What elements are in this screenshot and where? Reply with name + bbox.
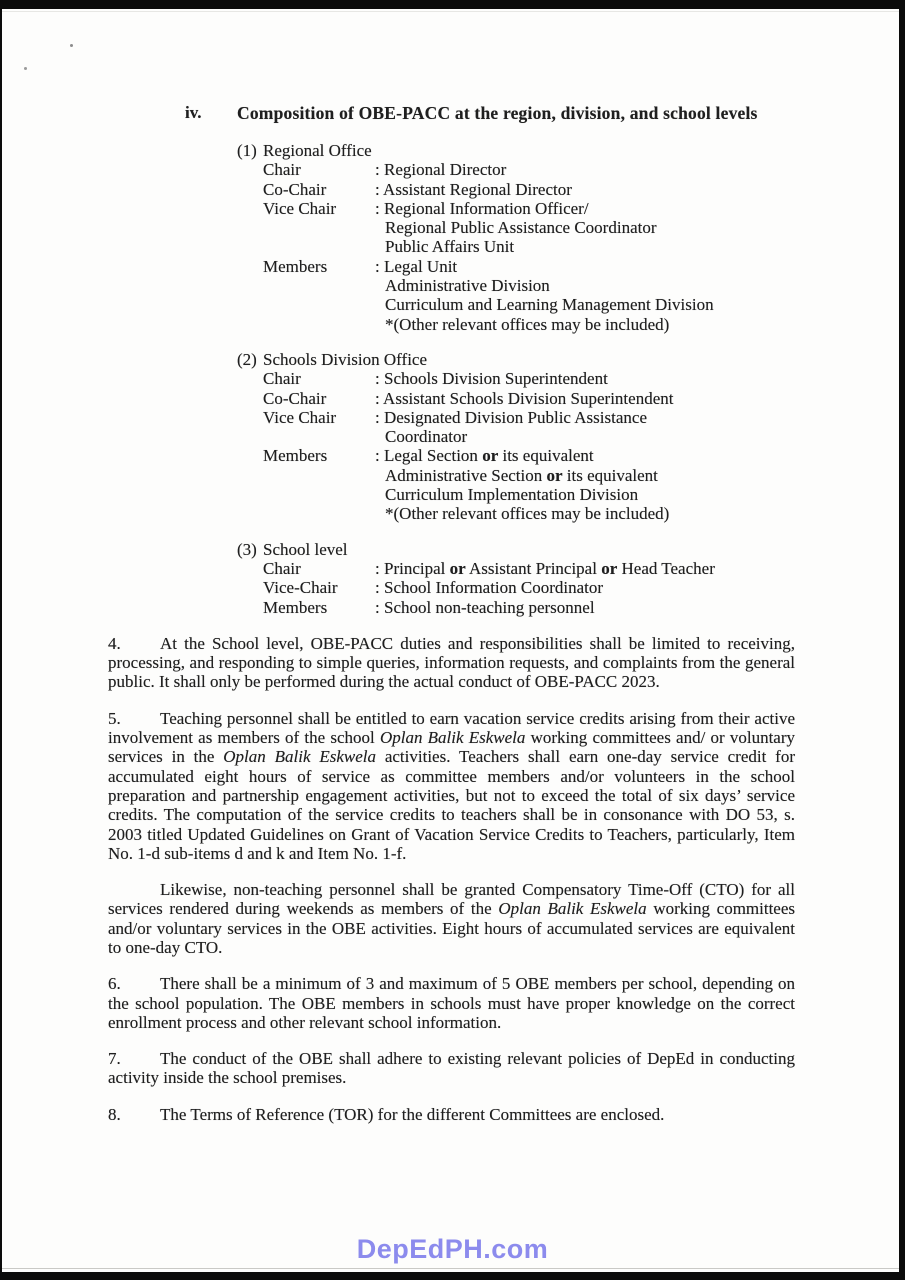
role-value-line: Administrative Division xyxy=(385,276,550,296)
committee-number: (2) xyxy=(237,349,257,369)
role-values xyxy=(375,408,795,447)
section-item-number: iv. xyxy=(185,103,202,122)
committee-row xyxy=(263,180,795,199)
colon: : xyxy=(375,198,384,218)
committee-rows xyxy=(263,160,795,334)
role-values xyxy=(375,257,795,334)
colon: : xyxy=(375,179,384,199)
body-paragraph: 8. The Terms of Reference (TOR) for the different Committees are enclosed. xyxy=(108,1104,665,1124)
committee-row xyxy=(263,160,795,179)
role-value-line: : Legal Section or its equivalent xyxy=(375,446,594,466)
role-label: Chair xyxy=(263,160,301,180)
role-value-line: Curriculum Implementation Division xyxy=(385,485,639,505)
role-values xyxy=(375,446,795,523)
role-values xyxy=(375,199,795,257)
role-value-line: : Assistant Schools Division Superintendent xyxy=(375,388,674,408)
committee-row xyxy=(263,598,795,617)
role-value-line: : Regional Information Officer/ xyxy=(375,198,589,218)
committee-section xyxy=(237,141,795,334)
colon: : xyxy=(375,388,384,408)
committee-title xyxy=(237,540,795,559)
committee-rows xyxy=(263,369,795,523)
role-label: Vice-Chair xyxy=(263,578,338,598)
scan-edge-line-bottom xyxy=(2,1268,899,1269)
role-label: Vice Chair xyxy=(263,198,337,218)
colon: : xyxy=(375,369,384,389)
section-heading-row xyxy=(108,103,795,123)
role-values xyxy=(375,559,795,578)
role-value-line: : Principal or Assistant Principal or Head Teacher xyxy=(375,558,715,578)
role-label: Co-Chair xyxy=(263,179,327,199)
role-value-line: : Assistant Regional Director xyxy=(375,179,572,199)
role-label: Chair xyxy=(263,558,301,578)
role-value-line: Curriculum and Learning Management Division xyxy=(385,295,714,315)
paragraph-number: 5. xyxy=(108,708,121,728)
role-value-line: Public Affairs Unit xyxy=(385,237,515,257)
role-value-line: : Schools Division Superintendent xyxy=(375,369,608,389)
committee-row xyxy=(263,389,795,408)
role-values xyxy=(375,389,795,408)
role-value-line: : School Information Coordinator xyxy=(375,578,604,598)
role-value-line: Regional Public Assistance Coordinator xyxy=(385,218,657,238)
scan-border-top xyxy=(0,0,905,9)
watermark: DepEdPH.com xyxy=(356,1234,549,1264)
paragraph-list xyxy=(108,634,795,1124)
committee-row xyxy=(263,408,795,447)
scan-speck xyxy=(70,44,73,47)
committee-number: (1) xyxy=(237,141,257,160)
committee-row xyxy=(263,369,795,388)
role-value-line: : Regional Director xyxy=(375,160,507,180)
body-paragraph: 5. Teaching personnel shall be entitled to earn vacation service credits arising from their active involvement as members of the school Oplan Balik Eskwela working committees and/ or voluntary services in the Oplan Balik Eskwela activities. Teachers shall earn one-day service credit for accumulated eight hours of service as committee members and/or volunteers in the school preparation and partnership engagement activities, but not to exceed the total of six days’ service credits. The computation of the service credits to teachers shall be in consonance with DO 53, s. 2003 titled Updated Guidelines on Grant of Vacation Service Credits to Teachers, particularly, Item No. 1-d sub-items d and k and Item No. 1-f. xyxy=(108,708,796,863)
role-values xyxy=(375,180,795,199)
role-values xyxy=(375,598,795,617)
committee-list xyxy=(108,141,795,617)
role-values xyxy=(375,160,795,179)
body-paragraph: 4. At the School level, OBE-PACC duties and responsibilities shall be limited to receiving, processing, and responding to simple queries, information requests, and complaints from the general public. It shall only be performed during the actual conduct of OBE-PACC 2023. xyxy=(108,633,795,692)
role-label: Vice Chair xyxy=(263,407,337,427)
role-value-line: *(Other relevant offices may be included) xyxy=(385,504,670,524)
committee-row xyxy=(263,257,795,334)
committee-row xyxy=(263,559,795,578)
body-paragraph: 7. The conduct of the OBE shall adhere to existing relevant policies of DepEd in conducting activity inside the school premises. xyxy=(108,1049,795,1088)
role-value-line: : Designated Division Public Assistance xyxy=(375,407,647,427)
role-value-line: Coordinator xyxy=(385,427,468,447)
document-page xyxy=(108,103,795,1124)
role-value-line: : Legal Unit xyxy=(375,256,458,276)
role-value-line: : School non-teaching personnel xyxy=(375,597,595,617)
committee-row xyxy=(263,578,795,597)
role-value-line: Administrative Section or its equivalent xyxy=(385,465,658,485)
paragraph-number: 6. xyxy=(108,974,121,994)
role-values xyxy=(375,578,795,597)
body-paragraph: 6. There shall be a minimum of 3 and maximum of 5 OBE members per school, depending on the school population. The OBE members in schools must have proper knowledge on the correct enrollment process and other relevant school information. xyxy=(108,974,795,1032)
committee-row xyxy=(263,446,795,523)
colon: : xyxy=(375,160,384,180)
committee-rows xyxy=(263,559,795,617)
colon: : xyxy=(375,446,384,466)
colon: : xyxy=(375,558,384,578)
role-label: Members xyxy=(263,597,328,617)
role-values xyxy=(375,369,795,388)
paragraph-number: 4. xyxy=(108,633,121,653)
paragraph-number: 7. xyxy=(108,1049,121,1069)
role-value-line: *(Other relevant offices may be included) xyxy=(385,314,670,334)
committee-number: (3) xyxy=(237,539,257,559)
scan-edge-line-top xyxy=(2,11,899,12)
role-label: Co-Chair xyxy=(263,388,327,408)
section-heading: Composition of OBE-PACC at the region, division, and school levels xyxy=(237,103,758,123)
colon: : xyxy=(375,407,384,427)
scan-border-bottom xyxy=(0,1272,905,1280)
committee-title xyxy=(237,350,795,369)
scan-speck xyxy=(24,67,27,70)
colon: : xyxy=(375,597,384,617)
committee-section xyxy=(237,350,795,524)
role-label: Chair xyxy=(263,369,301,389)
colon: : xyxy=(375,578,384,598)
committee-section xyxy=(237,540,795,617)
scan-border-left xyxy=(0,0,2,1280)
paragraph-number: 8. xyxy=(108,1104,121,1124)
committee-title-text: Regional Office xyxy=(263,141,372,160)
colon: : xyxy=(375,256,384,276)
role-label: Members xyxy=(263,446,328,466)
committee-title-text: School level xyxy=(263,539,348,559)
committee-title xyxy=(237,141,795,160)
scan-border-right xyxy=(899,0,905,1280)
body-paragraph: Likewise, non-teaching personnel shall be granted Compensatory Time-Off (CTO) for all services rendered during weekends as members of the Oplan Balik Eskwela working committees and/or voluntary services in the OBE activities. Eight hours of accumulated services are equivalent to one-day CTO. xyxy=(108,880,796,957)
committee-row xyxy=(263,199,795,257)
role-label: Members xyxy=(263,256,328,276)
committee-title-text: Schools Division Office xyxy=(263,349,428,369)
